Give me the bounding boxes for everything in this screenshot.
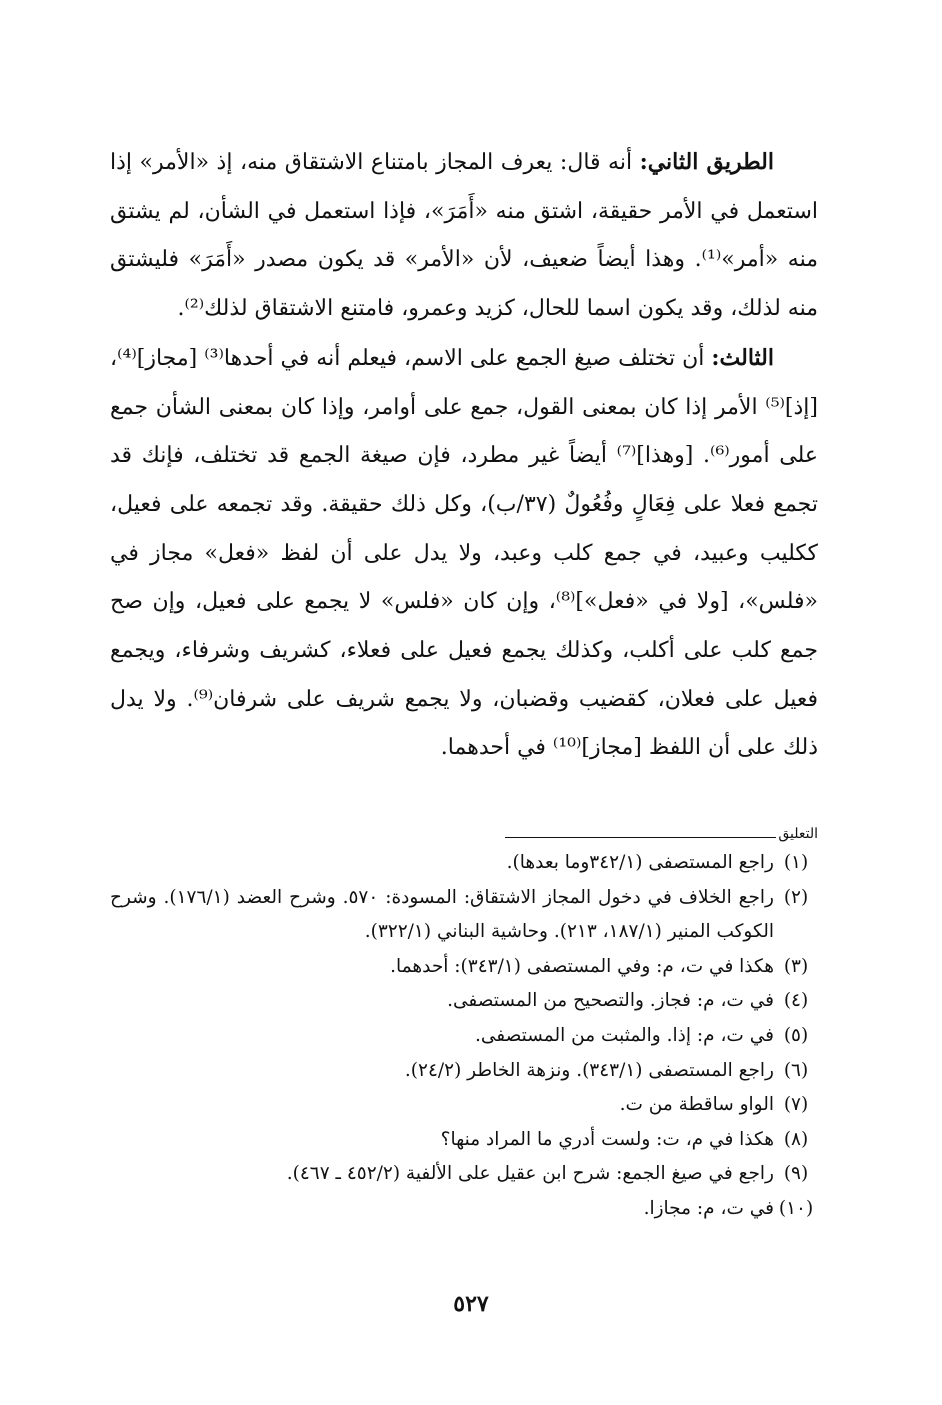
paragraph-heading: الثالث: [711,344,774,371]
footnote-number: (٥) [783,1024,809,1046]
footnote-text: راجع في صيغ الجمع: شرح ابن عقيل على الألفية (٤٥٢/٢ ـ ٤٦٧). [286,1163,774,1185]
footnote-text: في ت، م: مجازا. [643,1197,774,1219]
footnote-text: هكذا في ت، م: وفي المستصفى (٣٤٣/١): أحدهما. [390,955,774,977]
footnotes [110,846,818,1227]
footnote-number: (٨) [783,1128,809,1150]
footnotes-divider [505,826,818,842]
footnote-number: (١) [783,852,809,873]
footnote [110,1088,818,1123]
footnote-text: راجع المستصفى (٣٤٢/١وما بعدها). [506,852,774,873]
footnote [110,846,818,881]
main-text [110,138,818,773]
paragraph-text: أنه قال: يعرف المجاز بامتناع الاشتقاق منه، إذ «الأمر» إذا استعمل في الأمر حقيقة، اشتق منه «أَمَرَ»، فإذا استعمل في الشأن، لم يشتق منه «أمر»⁽¹⁾. وهذا أيضاً ضعيف، لأن «الأمر» قد يكون مصدر «أَمَرَ» فليشتق منه لذلك، وقد يكون اسما للحال، كزيد وعمرو، فامتنع الاشتقاق لذلك⁽²⁾. [110,150,818,322]
divider-rule [505,837,776,838]
paragraph-heading: الطريق الثاني: [639,149,774,175]
page-number: ٥٢٧ [453,1291,489,1317]
footnote-text: في ت، م: إذا. والمثبت من المستصفى. [474,1024,774,1046]
footnote-text: راجع الخلاف في دخول المجاز الاشتقاق: المسودة: ٥٧٠. وشرح العضد (١٧٦/١). وشرح الكوكب المنير (١٨٧/١، ٢١٣). وحاشية البناني (٣٢٢/١). [110,886,774,943]
footnote [110,1157,818,1192]
footnote [110,881,818,950]
footnote-text: راجع المستصفى (٣٤٣/١). ونزهة الخاطر (٢٤/٢). [404,1059,774,1081]
paragraph-second-method [110,138,818,334]
footnote-text: هكذا في م، ت: ولست أدري ما المراد منها؟ [440,1128,774,1150]
footnote-number: (٢) [783,886,809,908]
footnote-number: (٦) [783,1059,809,1081]
footnote [110,950,818,985]
paragraph-third-method [110,334,818,773]
footnotes-label: التعليق [778,826,818,842]
footnote-number: (٣) [783,955,809,977]
footnote [110,1123,818,1158]
footnote-number: (٩) [783,1163,809,1185]
footnote [110,1019,818,1054]
paragraph-text: أن تختلف صيغ الجمع على الاسم، فيعلم أنه في أحدها⁽³⁾ [مجاز]⁽⁴⁾، [إذ]⁽⁵⁾ الأمر إذا كان بمعنى القول، جمع على أوامر، وإذا كان بمعنى الشأن جمع على أمور⁽⁶⁾. [وهذا]⁽⁷⁾ أيضاً غير مطرد، فإن صيغة الجمع قد تختلف، فإنك قد تجمع فعلا على فِعَالٍ وفُعُولٌ (٣٧/ب)، وكل ذلك حقيقة. وقد تجمعه على فعيل، ككليب وعبيد، في جمع كلب وعبد، ولا يدل على أن لفظ «فعل» مجاز في «فلس»، [ولا في «فعل»]⁽⁸⁾، وإن كان «فلس» لا يجمع على فعيل، وإن صح جمع كلب على أكلب، وكذلك يجمع فعيل على فعلاء، كشريف وشرفاء، ويجمع فعيل على فعلان، كقضيب وقضبان، ولا يجمع شريف على شرفان⁽⁹⁾. ولا يدل ذلك على أن اللفظ [مجاز]⁽¹⁰⁾ في أحدهما. [110,345,819,761]
footnote [110,1054,818,1089]
footnote-text: الواو ساقطة من ت. [619,1094,774,1116]
footnote [110,984,818,1019]
footnote-number: (٤) [783,990,809,1012]
footnote-number: (٧) [783,1094,809,1116]
footnote [110,1192,818,1227]
footnote-text: في ت، م: فجاز. والتصحيح من المستصفى. [447,990,774,1012]
footnote-number: (١٠) [778,1197,814,1219]
